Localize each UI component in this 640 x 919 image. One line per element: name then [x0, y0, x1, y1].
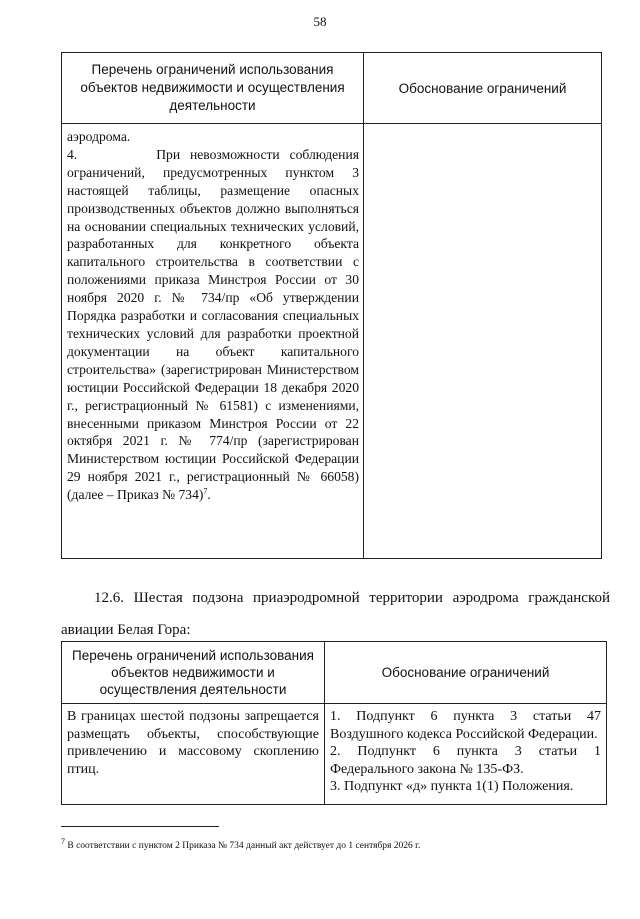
header-restrictions-list: Перечень ограничений использования объектов недвижимости и осуществления деятельности: [62, 53, 364, 124]
basis-cell: [325, 704, 607, 805]
restriction-cell: [62, 124, 364, 559]
basis-item-3: 3. Подпункт «д» пункта 1(1) Положения.: [330, 779, 574, 794]
footnote-text: В соответствии с пунктом 2 Приказа № 734 данный акт действует до 1 сентября 2026 г.: [67, 841, 421, 851]
table-header-row: [62, 53, 602, 124]
continuation-text: аэродрома.: [67, 129, 131, 144]
point-end: .: [207, 487, 211, 503]
footnote-reference: 7: [203, 486, 208, 496]
sixth-subzone-table: [61, 641, 607, 805]
table-row: [62, 124, 602, 559]
restriction-cell: В границах шестой подзоны запрещается размещать объекты, способствующие привлечению и массовому скоплению птиц.: [62, 704, 325, 805]
point-number: 4.: [67, 146, 78, 162]
point-text: При невозможности соблюдения ограничений, предусмотренных пунктом 3 настоящей таблицы, размещение опасных производственных объектов должно выполняться на основании специальных технических условий, разработанных для конкретного объекта капитального строительства в соответствии с положениями приказа Минстроя России от 30 ноября 2020 г. № 734/пр «Об утверждении Порядка разработки и согласования специальных технических условий для разработки проектной документации на объект капитального строительства» (зарегистрирован Министерством юстиции Российской Федерации 18 декабря 2020 г., регистрационный № 61581) с изменениями, внесенными приказом Минстроя России от 22 октября 2021 г. № 774/пр (зарегистрирован Министерством юстиции Российской Федерации 29 ноября 2021 г., регистрационный № 66058) (далее – Приказ № 734): [67, 146, 359, 503]
header-restrictions-list: Перечень ограничений использования объектов недвижимости и осуществления деятельности: [62, 642, 325, 704]
basis-item-1: 1. Подпункт 6 пункта 3 статьи 47 Воздушного кодекса Российской Федерации.: [330, 709, 601, 742]
restriction-point-4: [67, 146, 359, 504]
page-number: 58: [313, 14, 327, 29]
section-heading-12-6: 12.6. Шестая подзона приаэродромной территории аэродрома гражданской авиации Белая Гора:: [61, 590, 610, 638]
table-row: [62, 704, 607, 805]
footnote-marker: 7: [61, 836, 65, 846]
header-restrictions-basis: Обоснование ограничений: [325, 642, 607, 704]
table-header-row: [62, 642, 607, 704]
footnote-separator: [61, 826, 219, 827]
header-restrictions-basis: Обоснование ограничений: [364, 53, 602, 124]
footnote: [61, 836, 621, 852]
basis-cell-empty: [364, 124, 602, 559]
restrictions-table-continued: [61, 52, 602, 559]
basis-item-2: 2. Подпункт 6 пункта 3 статьи 1 Федерального закона № 135-ФЗ.: [330, 744, 601, 777]
